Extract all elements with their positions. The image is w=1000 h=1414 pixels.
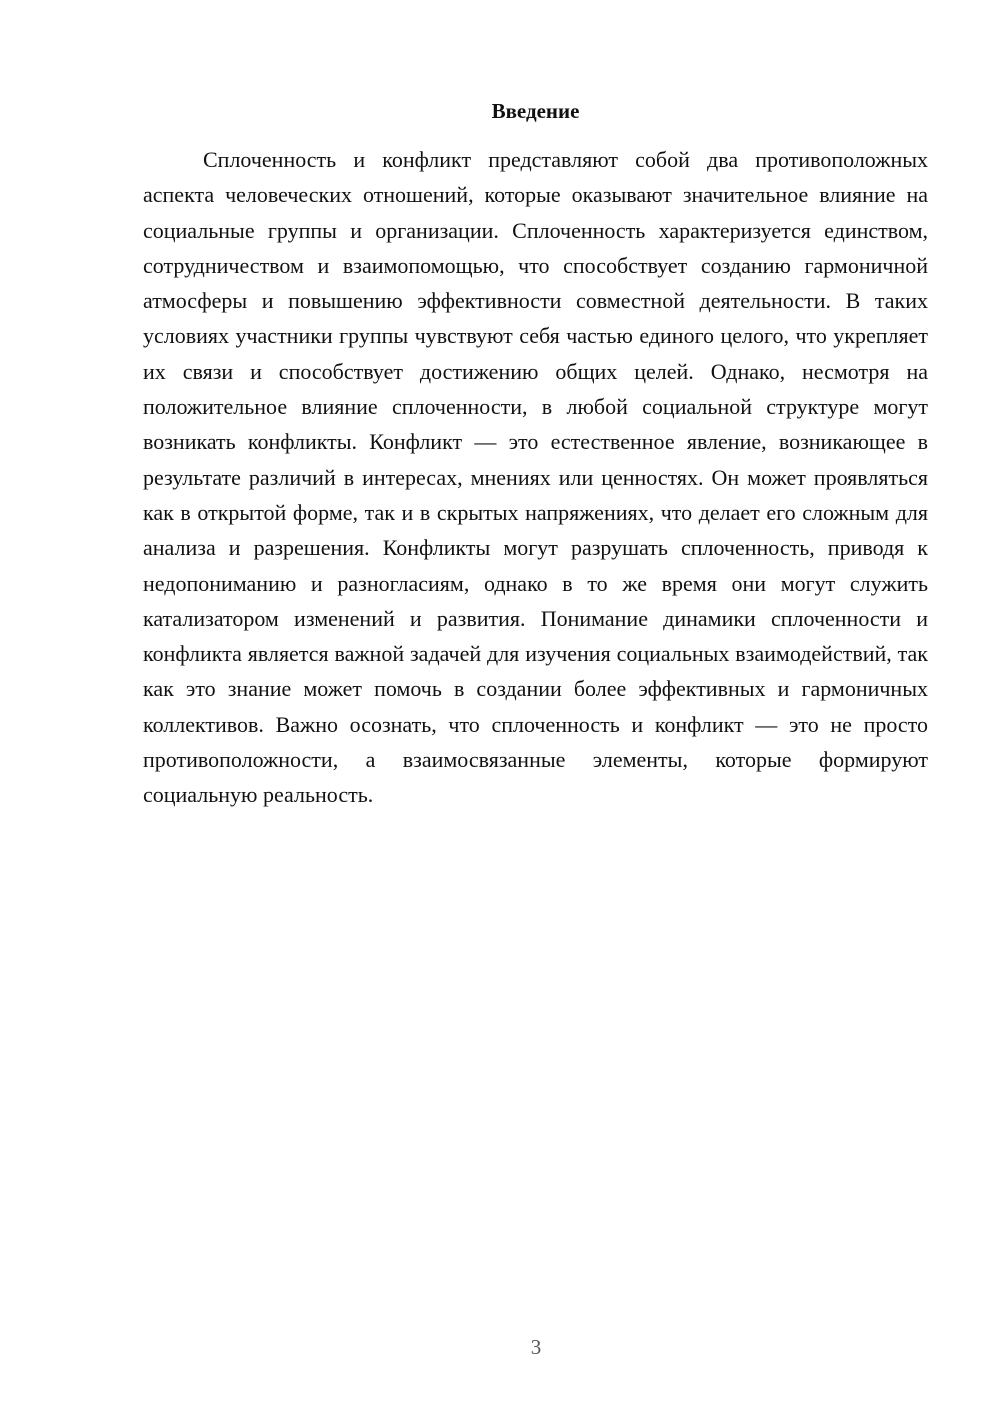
section-heading: Введение xyxy=(491,99,580,123)
page-number: 3 xyxy=(530,1335,542,1359)
body-paragraph: Сплоченность и конфликт представляют собой два противоположных аспекта человеческих отношений, которые оказывают значительное влияние на социальные группы и организации. Сплоченность характеризуется единством, сотрудничеством и взаимопомощью, что способствует созданию гармоничной атмосферы и повышению эффективности совместной деятельности. В таких условиях участники группы чувствуют себя частью единого целого, что укрепляет их связи и способствует достижению общих целей. Однако, несмотря на положительное влияние сплоченности, в любой социальной структуре могут возникать конфликты. Конфликт — это естественное явление, возникающее в результате различий в интересах, мнениях или ценностях. Он может проявляться как в открытой форме, так и в скрытых напряжениях, что делает его сложным для анализа и разрешения. Конфликты могут разрушать сплоченность, приводя к недопониманию и разногласиям, однако в то же время они могут служить катализатором изменений и развития. Понимание динамики сплоченности и конфликта является важной задачей для изучения социальных взаимодействий, так как это знание может помочь в создании более эффективных и гармоничных коллективов. Важно осознать, что сплоченность и конфликт — это не просто противоположности, а взаимосвязанные элементы, которые формируют социальную реальность. xyxy=(143,147,928,808)
